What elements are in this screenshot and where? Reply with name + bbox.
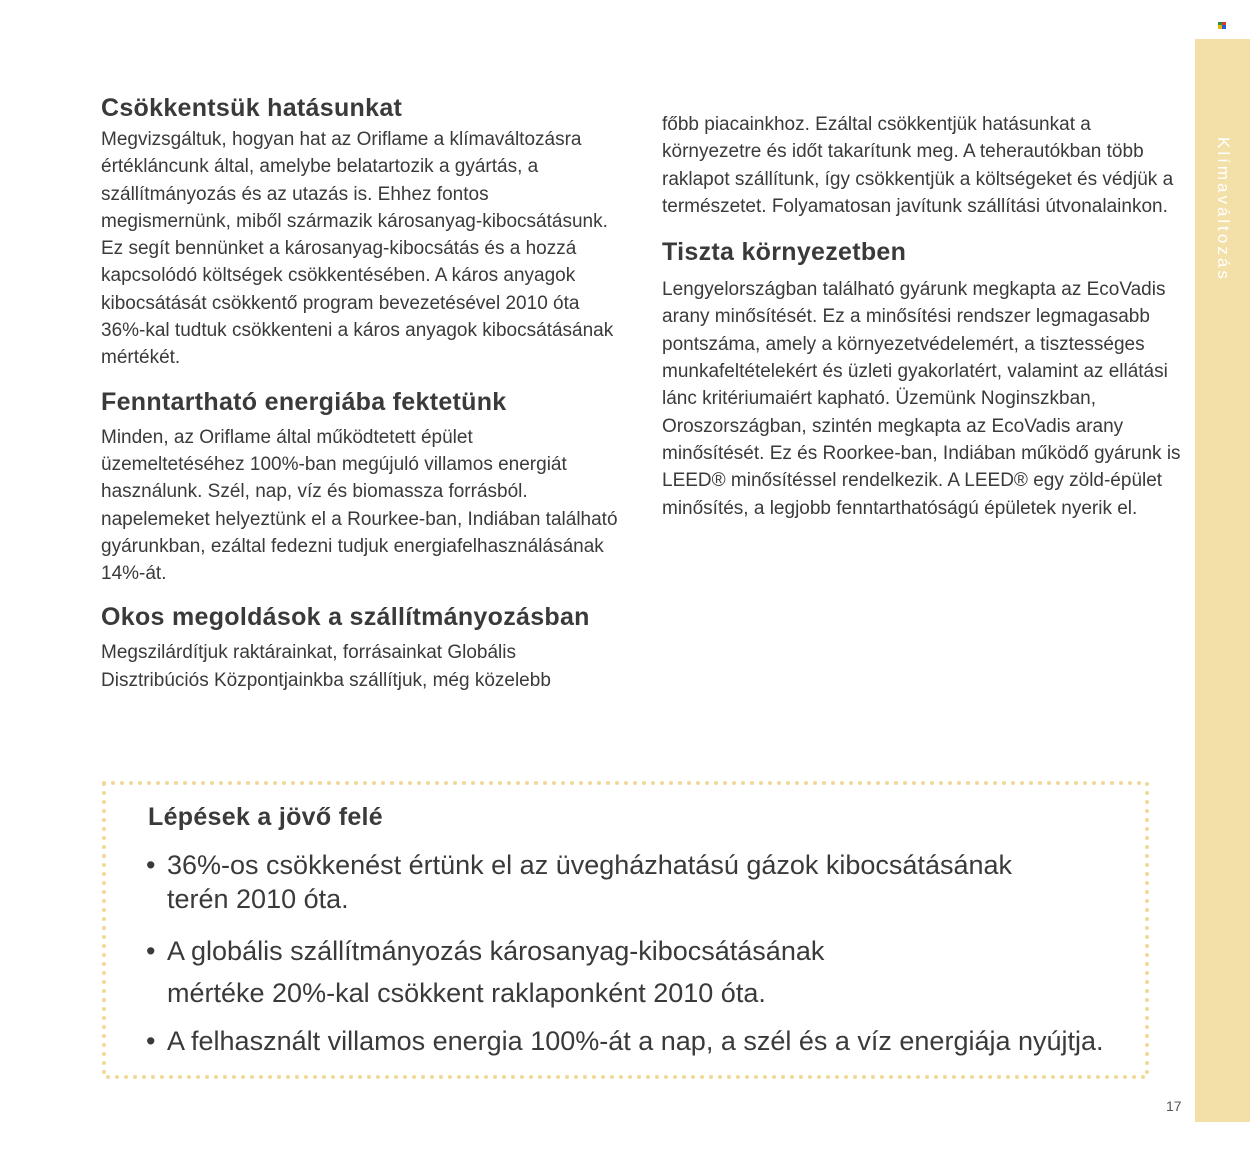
page-number: 17 — [1166, 1098, 1182, 1114]
bullet-marker: • — [146, 936, 156, 966]
steps-title: Lépések a jövő felé — [148, 803, 383, 831]
chapter-label: Klímaváltozás — [1213, 137, 1233, 282]
list-item — [146, 934, 1136, 1014]
list-item — [146, 848, 1136, 916]
corner-color-mark — [1218, 22, 1226, 29]
section-heading: Csökkentsük hatásunkat — [101, 94, 403, 122]
list-item — [146, 1024, 1136, 1058]
left-column — [101, 92, 621, 694]
list-item-text: A globális szállítmányozás károsanyag-kibocsátásának mértéke 20%-kal csökkent raklaponként 2010 óta. — [167, 936, 825, 1008]
section-body: Megszilárdítjuk raktárainkat, forrásainkat Globális Disztribúciós Központjainkba szállítjuk, még közelebb — [101, 642, 551, 691]
section-body: Minden, az Oriflame által működtetett épület üzemeltetéséhez 100%-ban megújuló villamos energiát használunk. Szél, nap, víz és biomassza forrásból. napelemeket helyeztünk el a Rourkee-ban, Indiában található gyárunkban, ezáltal fedezni tudjuk energiafelhasználásának 14%-át. — [101, 426, 618, 585]
continuation-paragraph: főbb piacainkhoz. Ezáltal csökkentjük hatásunkat a környezetre és időt takarítunk meg. A teherautókban több raklapot szállítunk, így csökkentjük a költségeket és védjük a természetet. Folyamatosan javítunk szállítási útvonalainkon. — [662, 114, 1174, 217]
section-heading: Tiszta környezetben — [662, 238, 907, 267]
chapter-side-tab — [1195, 39, 1250, 1122]
list-item-text: 36%-os csökkenést értünk el az üvegházhatású gázok kibocsátásának terén 2010 óta. — [167, 850, 1013, 914]
right-column — [662, 111, 1182, 522]
list-item-text: A felhasznált villamos energia 100%-át a nap, a szél és a víz energiája nyújtja. — [167, 1026, 1104, 1056]
section-heading: Fenntartható energiába fektetünk — [101, 387, 507, 416]
section-body: Megvizsgáltuk, hogyan hat az Oriflame a klímaváltozásra értékláncunk által, amelybe belatartozik a gyártás, a szállítmányozás és az utazás is. Ehhez fontos megismernünk, miből származik károsanyag-kibocsátásunk. Ez segít bennünket a károsanyag-kibocsátás és a hozzá kapcsolódó költségek csökkentésében. A káros anyagok kibocsátását csökkentő program bevezetésével 2010 óta 36%-kal tudtuk csökkenteni a káros anyagok kibocsátásának mértékét. — [101, 129, 614, 369]
bullet-marker: • — [146, 850, 156, 880]
bullet-marker: • — [146, 1026, 156, 1056]
steps-box — [102, 781, 1149, 1079]
section-body: Lengyelországban található gyárunk megkapta az EcoVadis arany minősítését. Ez a minősítési rendszer legmagasabb pontszáma, amely a környezetvédelemért, a tisztességes munkafeltételekért és üzleti gyakorlatért, valamint az ellátási lánc kritériumaiért kapható. Üzemünk Noginszkban, Oroszországban, szintén megkapta az EcoVadis arany minősítését. Ez és Roorkee-ban, Indiában működő gyárunk is LEED® minősítéssel rendelkezik. A LEED® egy zöld-épület minősítés, a legjobb fenntarthatóságú épületek nyerik el. — [662, 279, 1181, 519]
section-heading: Okos megoldások a szállítmányozásban — [101, 603, 590, 632]
